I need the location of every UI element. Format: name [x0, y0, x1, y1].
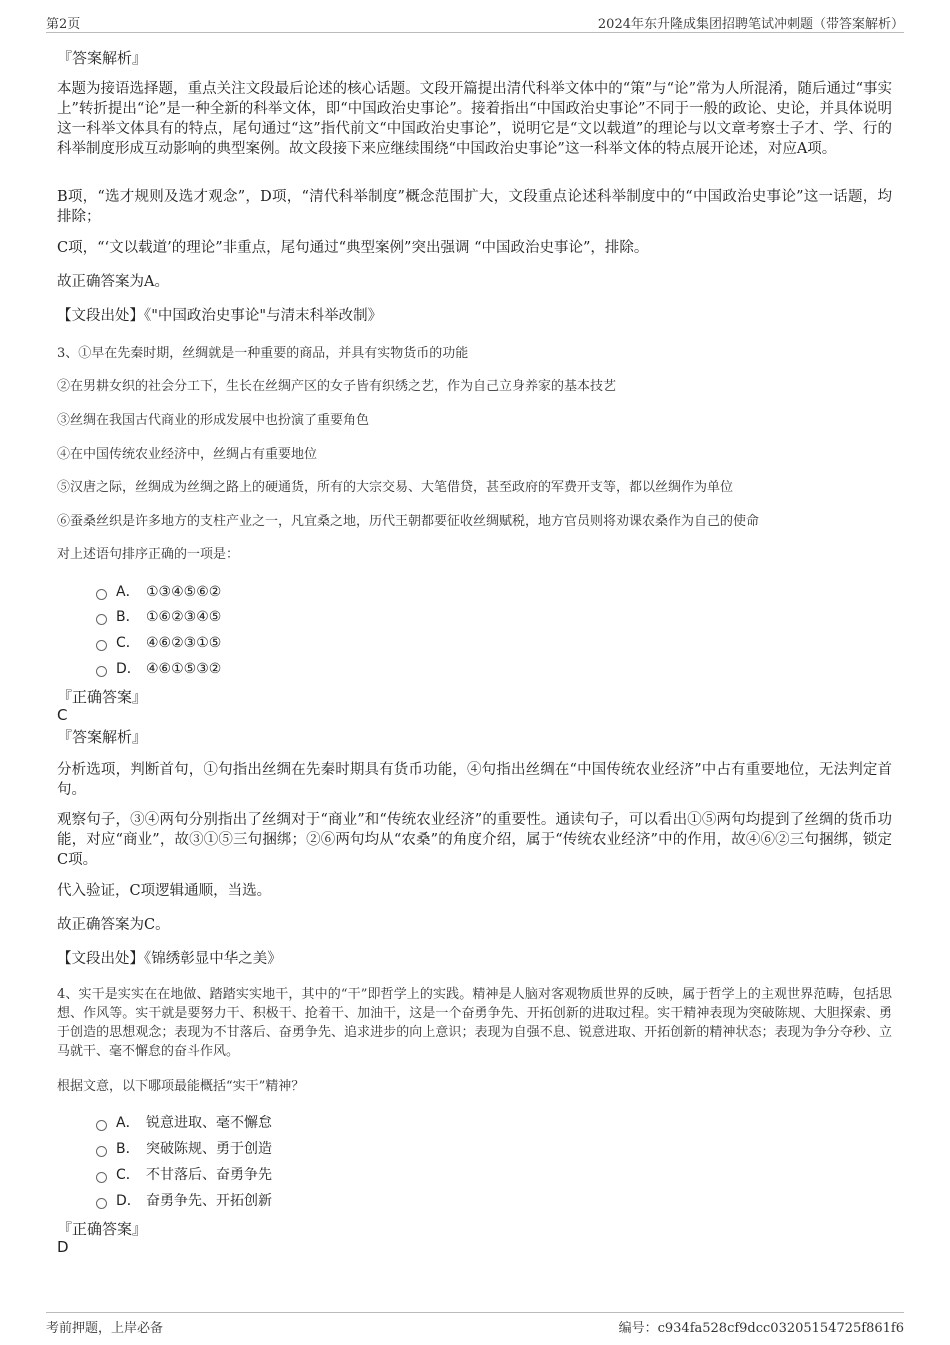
q3-analysis-para1: 分析选项，判断首句，①句指出丝绸在先秦时期具有货币功能，④句指出丝绸在“中国传统农业经济”中占有重要地位，无法判定首句。	[57, 762, 892, 798]
option-text: ①③④⑤⑥②	[146, 584, 222, 600]
q4-answer-label: 『正确答案』	[57, 1220, 148, 1238]
option-text: ④⑥②③①⑤	[146, 635, 222, 651]
q2-analysis-para2: B项，“选才规则及选才观念”，D项，“清代科举制度”概念范围扩大，文段重点论述科举制度中的“中国政治史事论”这一话题，均排除；	[57, 189, 892, 225]
radio-icon[interactable]	[96, 666, 107, 677]
q3-option-d[interactable]	[96, 660, 221, 678]
q3-stem-6: ⑥蚕桑丝织是许多地方的支柱产业之一，凡宜桑之地，历代王朝都要征收丝绸赋税，地方官员则将劝课农桑作为自己的使命	[57, 514, 760, 529]
document-title: 2024年东升隆成集团招聘笔试冲刺题（带答案解析）	[597, 17, 904, 32]
option-key: D．	[116, 661, 141, 677]
q4-answer: D	[57, 1238, 69, 1256]
option-key: A．	[116, 584, 140, 600]
q3-stem-1: 3、①早在先秦时期，丝绸就是一种重要的商品，并具有实物货币的功能	[57, 346, 469, 361]
q3-option-b[interactable]	[96, 608, 221, 626]
q2-analysis-para1: 本题为接语选择题，重点关注文段最后论述的核心话题。文段开篇提出清代科举文体中的“策”与“论”常为人所混淆，随后通过“事实上”转折提出“论”是一种全新的科举文体，即“中国政治史事论”。接着指出“中国政治史事论”不同于一般的政论、史论，并具体说明这一科举文体具有的特点，尾句通过“这”指代前文“中国政治史事论”，说明它是“文以载道”的理论与以文章考察士子才、学、行的科举制度形成互动影响的典型案例。故文段接下来应继续围绕“中国政治史事论”这一科举文体的特点展开论述，对应A项。	[57, 81, 892, 157]
q2-analysis-para3: C项，“‘文以载道’的理论”非重点，尾句通过“典型案例”突出强调 “中国政治史事论”，排除。	[57, 240, 649, 256]
radio-icon[interactable]	[96, 1120, 107, 1131]
q3-stem-5: ⑤汉唐之际，丝绸成为丝绸之路上的硬通货，所有的大宗交易、大笔借贷，甚至政府的军费开支等，都以丝绸作为单位	[57, 480, 734, 495]
option-text: ④⑥①⑤③②	[146, 661, 222, 677]
footer-slogan: 考前押题，上岸必备	[46, 1321, 164, 1336]
q4-option-c[interactable]	[96, 1166, 272, 1184]
option-key: C．	[116, 635, 140, 651]
q3-stem-2: ②在男耕女织的社会分工下，生长在丝绸产区的女子皆有织绣之艺，作为自己立身养家的基本技艺	[57, 379, 617, 394]
q2-analysis-para4: 故正确答案为A。	[57, 274, 169, 290]
option-key: B．	[116, 609, 140, 625]
option-text: ①⑥②③④⑤	[146, 609, 222, 625]
q4-question: 根据文意，以下哪项最能概括“实干”精神？	[57, 1079, 305, 1094]
option-key: C．	[116, 1167, 140, 1183]
radio-icon[interactable]	[96, 1198, 107, 1209]
q3-source: 【文段出处】《锦绣彰显中华之美》	[57, 951, 282, 967]
q3-analysis-para3: 代入验证，C项逻辑通顺，当选。	[57, 883, 272, 899]
q3-question: 对上述语句排序正确的一项是：	[57, 547, 240, 562]
option-key: D．	[116, 1193, 141, 1209]
q3-stem-3: ③丝绸在我国古代商业的形成发展中也扮演了重要角色	[57, 413, 370, 428]
q2-source: 【文段出处】《"中国政治史事论"与清末科举改制》	[57, 308, 383, 324]
q3-answer: C	[57, 706, 68, 724]
q3-analysis-para4: 故正确答案为C。	[57, 917, 170, 933]
q4-stem: 4、实干是实实在在地做、踏踏实实地干，其中的“干”即哲学上的实践。精神是人脑对客观物质世界的反映，属于哲学上的主观世界范畴，包括思想、作风等。实干就是要努力干、积极干、抢着干、加油干，这是一个奋勇争先、开拓创新的进取过程。实干精神表现为突破陈规、大胆探索、勇于创造的思想观念；表现为不甘落后、奋勇争先、追求进步的向上意识；表现为自强不息、锐意进取、开拓创新的精神状态；表现为争分夺秒、立马就干、毫不懈怠的奋斗作风。	[57, 987, 892, 1059]
radio-icon[interactable]	[96, 640, 107, 651]
option-text: 不甘落后、奋勇争先	[146, 1167, 272, 1183]
q3-analysis-para2: 观察句子，③④两句分别指出了丝绸对于“商业”和“传统农业经济”的重要性。通读句子，可以看出①⑤两句均提到了丝绸的货币功能，对应“商业”，故③①⑤三句捆绑；②⑥两句均从“农桑”的角度介绍，属于“传统农业经济”中的作用，故④⑥②三句捆绑，锁定C项。	[57, 812, 892, 868]
option-text: 奋勇争先、开拓创新	[146, 1193, 272, 1209]
option-text: 突破陈规、勇于创造	[146, 1141, 272, 1157]
page-number: 第2页	[46, 17, 81, 32]
q3-stem-4: ④在中国传统农业经济中，丝绸占有重要地位	[57, 447, 318, 462]
q3-option-a[interactable]	[96, 583, 221, 601]
radio-icon[interactable]	[96, 614, 107, 625]
q4-option-a[interactable]	[96, 1114, 272, 1132]
radio-icon[interactable]	[96, 1172, 107, 1183]
radio-icon[interactable]	[96, 1146, 107, 1157]
page-footer	[46, 1312, 904, 1337]
q4-option-b[interactable]	[96, 1140, 272, 1158]
option-key: B．	[116, 1141, 140, 1157]
option-key: A．	[116, 1115, 140, 1131]
document-code: 编号：c934fa528cf9dcc03205154725f861f6	[618, 1321, 904, 1336]
q2-analysis-label: 『答案解析』	[57, 49, 148, 67]
q3-option-c[interactable]	[96, 634, 221, 652]
option-text: 锐意进取、毫不懈怠	[146, 1115, 272, 1131]
q4-option-d[interactable]	[96, 1192, 272, 1210]
page-header	[46, 10, 904, 33]
q3-analysis-label: 『答案解析』	[57, 728, 148, 746]
q3-answer-label: 『正确答案』	[57, 688, 148, 706]
radio-icon[interactable]	[96, 589, 107, 600]
